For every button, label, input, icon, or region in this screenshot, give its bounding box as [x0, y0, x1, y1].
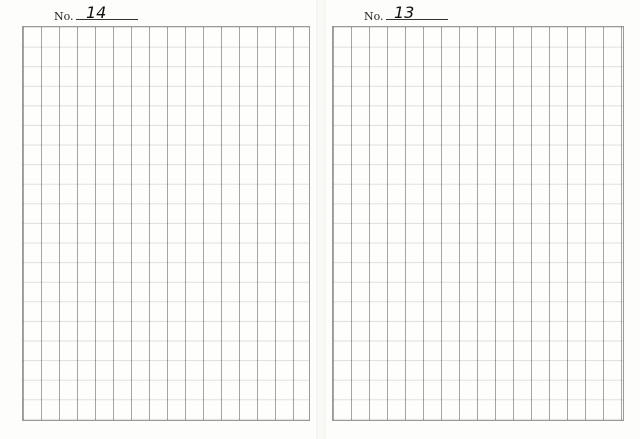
- left-manuscript-sheet: [22, 3, 310, 421]
- right-writing-grid: [332, 26, 624, 421]
- left-page-number: 14: [86, 3, 107, 22]
- binding-gap: [316, 0, 326, 439]
- left-no-underline: [76, 8, 138, 20]
- left-writing-grid: [22, 26, 310, 421]
- right-no-text: No.: [364, 10, 384, 23]
- right-manuscript-sheet: [332, 3, 624, 421]
- right-page-number: 13: [394, 3, 415, 22]
- left-no-text: No.: [54, 10, 74, 23]
